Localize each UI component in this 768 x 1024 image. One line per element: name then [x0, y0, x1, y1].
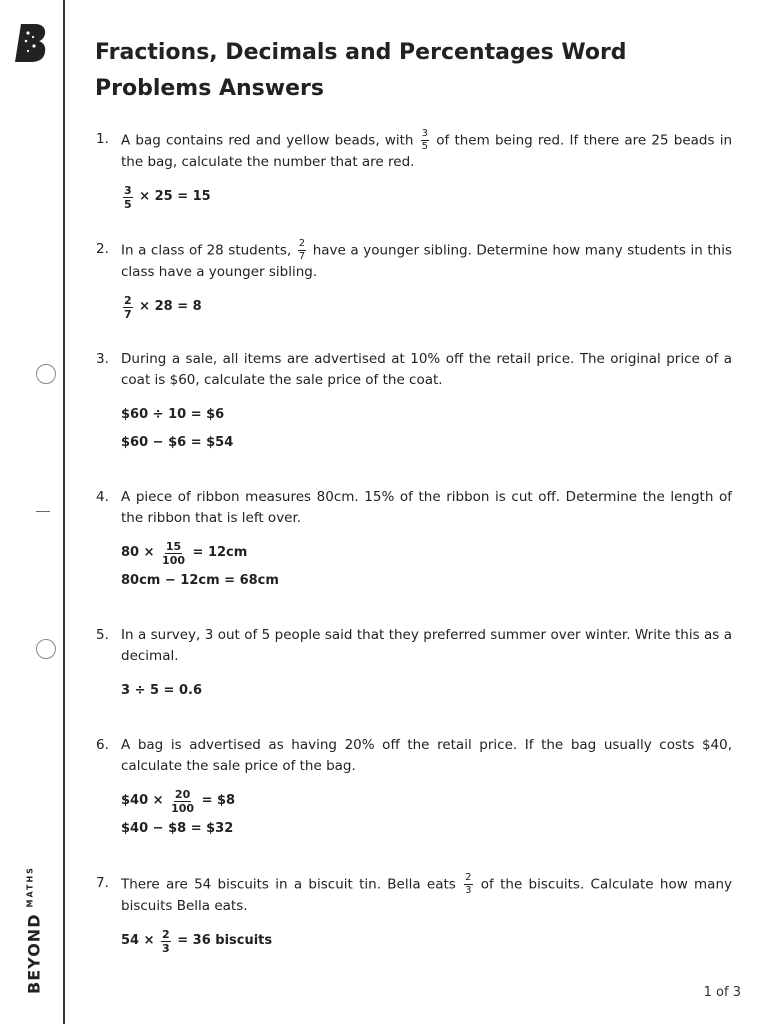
question-text: A bag contains red and yellow beads, with $\frac{3}{5}$ of them being red. If there are 25 beads in the bag, calculate the number that are red.	[121, 128, 733, 170]
page-title: Fractions, Decimals and Percentages Word Problems Answers	[95, 40, 627, 101]
binder-hole-top	[36, 364, 56, 384]
question-5	[96, 625, 732, 709]
answer-block	[121, 539, 732, 591]
question-7	[96, 873, 732, 959]
answer-line: 80cm − 12cm = 68cm	[121, 573, 279, 588]
question-1	[96, 129, 732, 215]
answer-line: 54 × $\frac{2}{3}$ = 36 biscuits	[121, 927, 273, 955]
question-text: A piece of ribbon measures 80cm. 15% of the ribbon is cut off. Determine the length of the ribbon that is left over.	[121, 489, 732, 526]
question-text: A bag is advertised as having 20% off the retail price. If the bag usually costs $40, calculate the sale price of the bag.	[121, 737, 732, 774]
inline-fraction: $\frac{2}{3}$	[465, 872, 472, 896]
question-number: 4.	[96, 489, 109, 505]
question-number: 2.	[96, 241, 109, 257]
brand-wordmark	[25, 866, 44, 994]
page-counter: 1 of 3	[703, 985, 741, 1000]
binder-hole-bottom	[36, 639, 56, 659]
question-text: During a sale, all items are advertised at 10% off the retail price. The original price of a coat is $60, calculate the sale price of the coat.	[121, 351, 732, 388]
answer-block	[121, 787, 732, 839]
answer-line: $\frac{2}{7}$ × 28 = 8	[124, 293, 202, 321]
answer-line: $60 − $6 = $54	[121, 435, 234, 450]
beyond-logo	[15, 22, 49, 64]
question-4	[96, 487, 732, 599]
answer-line: $60 ÷ 10 = $6	[121, 407, 225, 422]
inline-fraction: $\frac{2}{7}$	[298, 238, 306, 262]
answer-line: 80 × $\frac{15}{100}$ = 12cm	[121, 539, 248, 567]
question-text: In a class of 28 students, $\frac{2}{7}$ have a younger sibling. Determine how many students in this class have a younger sibling.	[121, 238, 732, 280]
answer-line: $40 − $8 = $32	[121, 821, 234, 836]
fold-mark	[36, 511, 50, 512]
answer-line: 3 ÷ 5 = 0.6	[121, 683, 203, 698]
answer-block	[121, 183, 732, 211]
answer-line: $40 × $\frac{20}{100}$ = $8	[121, 787, 236, 815]
answer-line: $\frac{3}{5}$ × 25 = 15	[124, 183, 211, 211]
question-text: In a survey, 3 out of 5 people said that they preferred summer over winter. Write this as a decimal.	[121, 627, 732, 664]
question-number: 7.	[96, 875, 109, 891]
question-number: 3.	[96, 351, 109, 367]
margin-line	[63, 0, 65, 1024]
answer-block	[121, 293, 732, 321]
question-number: 6.	[96, 737, 109, 753]
question-3	[96, 349, 732, 461]
question-number: 1.	[96, 131, 109, 147]
question-number: 5.	[96, 627, 109, 643]
inline-fraction: $\frac{3}{5}$	[421, 128, 429, 152]
question-2	[96, 239, 732, 325]
brand-main: BEYOND	[24, 913, 44, 994]
answer-block	[121, 405, 732, 453]
brand-sub: MATHS	[25, 866, 35, 908]
question-6	[96, 735, 732, 847]
answer-block	[121, 681, 732, 701]
answer-block	[121, 927, 732, 955]
question-text: There are 54 biscuits in a biscuit tin. Bella eats $\frac{2}{3}$ of the biscuits. Calculate how many biscuits Bella eats.	[121, 872, 733, 914]
